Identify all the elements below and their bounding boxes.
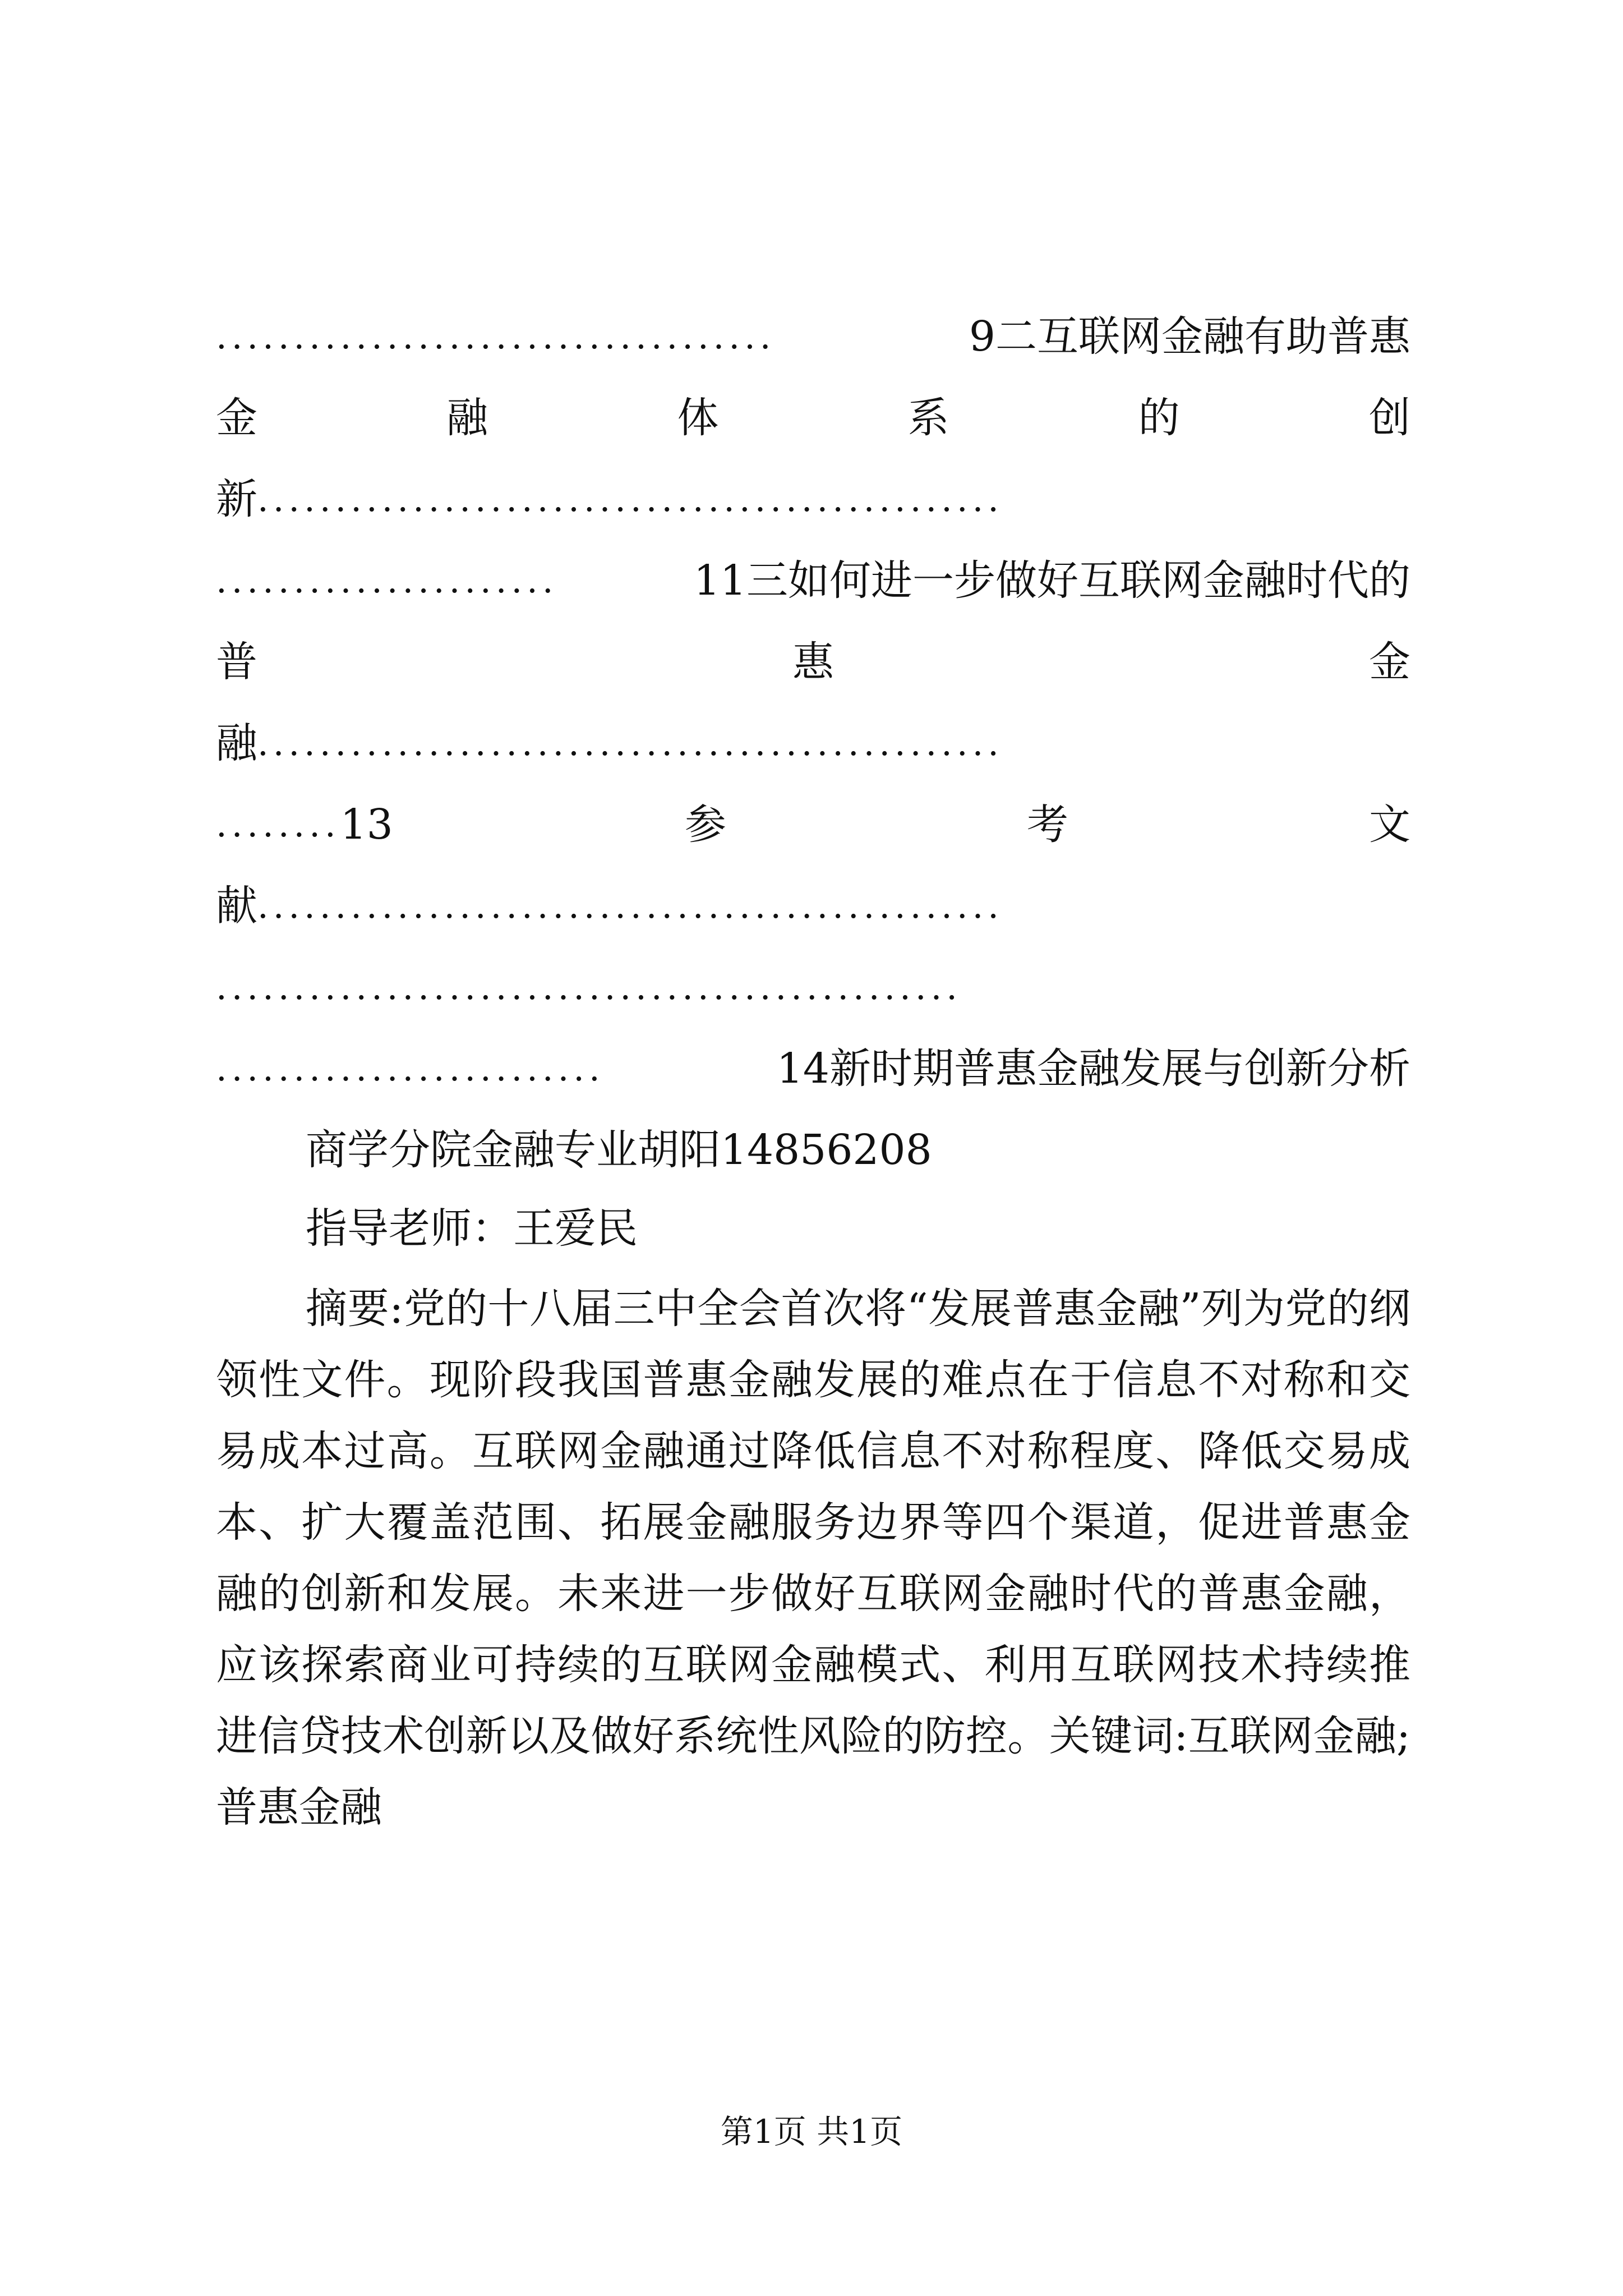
toc-entry-text: 11三如何进一步做好互联网金融时代的 [693,556,1410,605]
toc-entry-text: 融 [216,719,257,767]
toc-leader-dots: ...................... [216,560,558,601]
toc-line-10 [216,1035,1410,1102]
toc-char: 金 [216,394,257,442]
toc-line-2 [216,384,1410,452]
abstract-paragraph: 摘要:党的十八届三中全会首次将“发展普惠金融”列为党的纲领性文件。现阶段我国普惠金融发展的难点在于信息不对称和交易成本过高。互联网金融通过降低信息不对称程度、降低交易成本、扩大覆盖范围、拓展金融服务边界等四个渠道，促进普惠金融的创新和发展。未来进一步做好互联网金融时代的普惠金融，应该探索商业可持续的互联网金融模式、利用互联网技术持续推进信贷技术创新以及做好系统性风险的防控。关键词:互联网金融;普惠金融 [216,1285,1410,1832]
toc-line-6 [216,710,1410,777]
toc-entry-text: 9二互联网金融有助普惠 [969,312,1410,361]
toc-leader-dots: ................................................ [257,478,1003,519]
page-footer: 第1页 共1页 [720,2113,903,2151]
toc-line-4 [216,547,1410,614]
toc-line-1 [216,303,1410,370]
toc-entry-text: 献 [216,882,257,930]
toc-char: 体 [677,394,719,442]
author-line: 商学分院金融专业胡阳14856208 [306,1126,932,1174]
toc-line-7 [216,791,1410,858]
toc-line-5 [216,628,1410,696]
toc-char: 惠 [792,638,834,686]
toc-leader-dots: ................................................ [257,723,1003,763]
toc-char: 的 [1138,394,1180,442]
toc-leader-dots: ................................................ [216,967,962,1007]
toc-leader-dots: ......................... [216,1048,605,1089]
toc-line-8 [216,872,1410,940]
toc-char: 文 [1369,800,1410,849]
toc-page-number: 13 [340,800,393,849]
toc-char: 金 [1369,638,1410,686]
toc-leader-dots: ........ [216,804,340,845]
toc-line-9 [216,954,1410,1021]
toc-char: 系 [907,394,949,442]
toc-char: 融 [446,394,488,442]
toc-entry-text: 新 [216,475,257,523]
advisor-line: 指导老师：王爱民 [306,1204,638,1253]
toc-line-3 [216,466,1410,533]
toc-entry-text: 14新时期普惠金融发展与创新分析 [776,1045,1410,1093]
toc-char: 考 [1026,800,1068,849]
toc-char: 参 [684,800,726,849]
toc-spaced-chars [685,791,1410,858]
toc-char: 普 [216,638,257,686]
toc-leader-dots: .................................... [216,316,776,357]
toc-char: 创 [1368,394,1410,442]
toc-leader-dots: ................................................ [257,885,1003,926]
